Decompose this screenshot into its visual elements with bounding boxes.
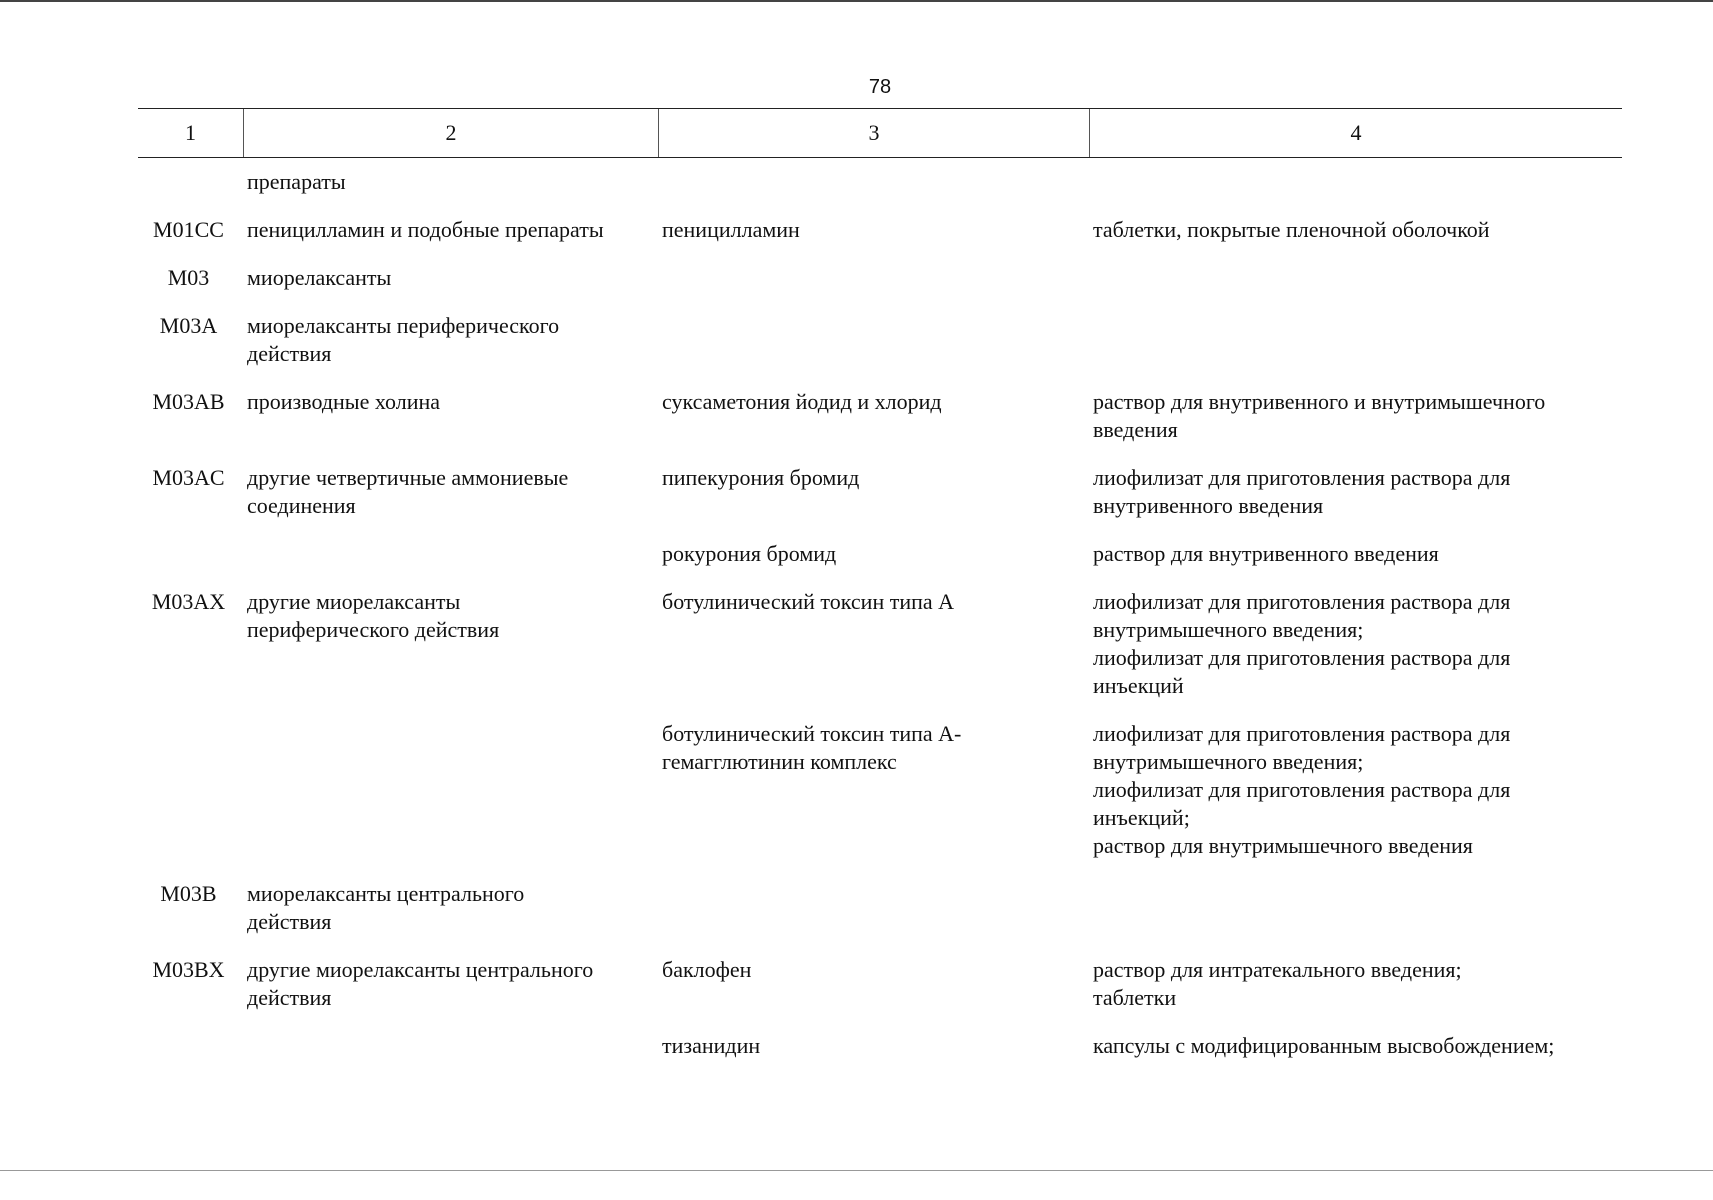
atc-code: M03BX [152,957,225,982]
group-name: препараты [247,169,346,194]
dosage-form [1089,312,1622,368]
dosage-form [1089,168,1622,196]
dosage-form: лиофилизат для приготовления раствора для внутримышечного введения; лиофилизат для приготовления раствора для инъекций; раствор для внутримышечного введения [1093,721,1511,858]
atc-code [138,540,243,568]
substance-name: ботулинический токсин типа A [662,589,955,614]
substance-name [658,168,1089,196]
group-name [243,720,658,860]
table-row [138,312,1622,368]
dosage-form: раствор для интратекального введения; таблетки [1093,957,1462,1010]
group-name [243,540,658,568]
table-row [138,216,1622,244]
group-name: другие миорелаксанты центрального действия [247,957,594,1010]
dosage-form: лиофилизат для приготовления раствора для внутривенного введения [1093,465,1511,518]
atc-code [138,720,243,860]
dosage-form: раствор для внутривенного и внутримышечного введения [1093,389,1546,442]
bottom-rule [0,1170,1713,1171]
substance-name: баклофен [662,957,752,982]
table-row [138,464,1622,520]
group-name: миорелаксанты периферического действия [247,313,560,366]
top-border [0,0,1713,2]
dosage-form: лиофилизат для приготовления раствора для внутримышечного введения; лиофилизат для приготовления раствора для инъекций [1093,589,1511,698]
substance-name [658,264,1089,292]
header-col-3: 3 [658,109,1089,157]
atc-code: M03AC [152,465,225,490]
dosage-form [1089,880,1622,936]
substance-name: пипекурония бромид [662,465,860,490]
atc-code: M03AX [151,589,226,614]
atc-code: M03 [167,265,210,290]
header-col-2: 2 [243,109,658,157]
dosage-form: раствор для внутривенного введения [1093,541,1439,566]
table-row [138,264,1622,292]
table-row [138,880,1622,936]
header-col-1: 1 [185,120,196,145]
substance-name: суксаметония йодид и хлорид [662,389,942,414]
substance-name: рокурония бромид [662,541,837,566]
table-header [138,108,1622,158]
group-name: миорелаксанты центрального действия [247,881,525,934]
table-row [138,720,1622,860]
table-body [138,168,1622,1080]
atc-code: M03AB [152,389,225,414]
atc-code: M03B [160,881,217,906]
header-col-4: 4 [1089,109,1622,157]
substance-name [658,880,1089,936]
atc-code [138,168,243,196]
atc-code: M01CC [153,217,224,242]
group-name: пеницилламин и подобные препараты [247,217,604,242]
substance-name: ботулинический токсин типа A- гемагглютинин комплекс [662,721,962,774]
table-row [138,588,1622,700]
group-name: миорелаксанты [247,265,392,290]
group-name: производные холина [247,389,441,414]
dosage-form: таблетки, покрытые пленочной оболочкой [1093,217,1490,242]
group-name: другие миорелаксанты периферического действия [247,589,500,642]
substance-name: пеницилламин [662,217,800,242]
table-row [138,956,1622,1012]
atc-code: M03A [159,313,218,338]
table-row [138,540,1622,568]
atc-code [138,1032,243,1060]
group-name: другие четвертичные аммониевые соединения [247,465,569,518]
table-row [138,388,1622,444]
dosage-form [1089,264,1622,292]
table-row [138,1032,1622,1060]
dosage-form: капсулы с модифицированным высвобождением; [1093,1033,1555,1058]
substance-name [658,312,1089,368]
substance-name: тизанидин [662,1033,761,1058]
group-name [243,1032,658,1060]
table-row [138,168,1622,196]
page-number: 78 [868,76,892,98]
